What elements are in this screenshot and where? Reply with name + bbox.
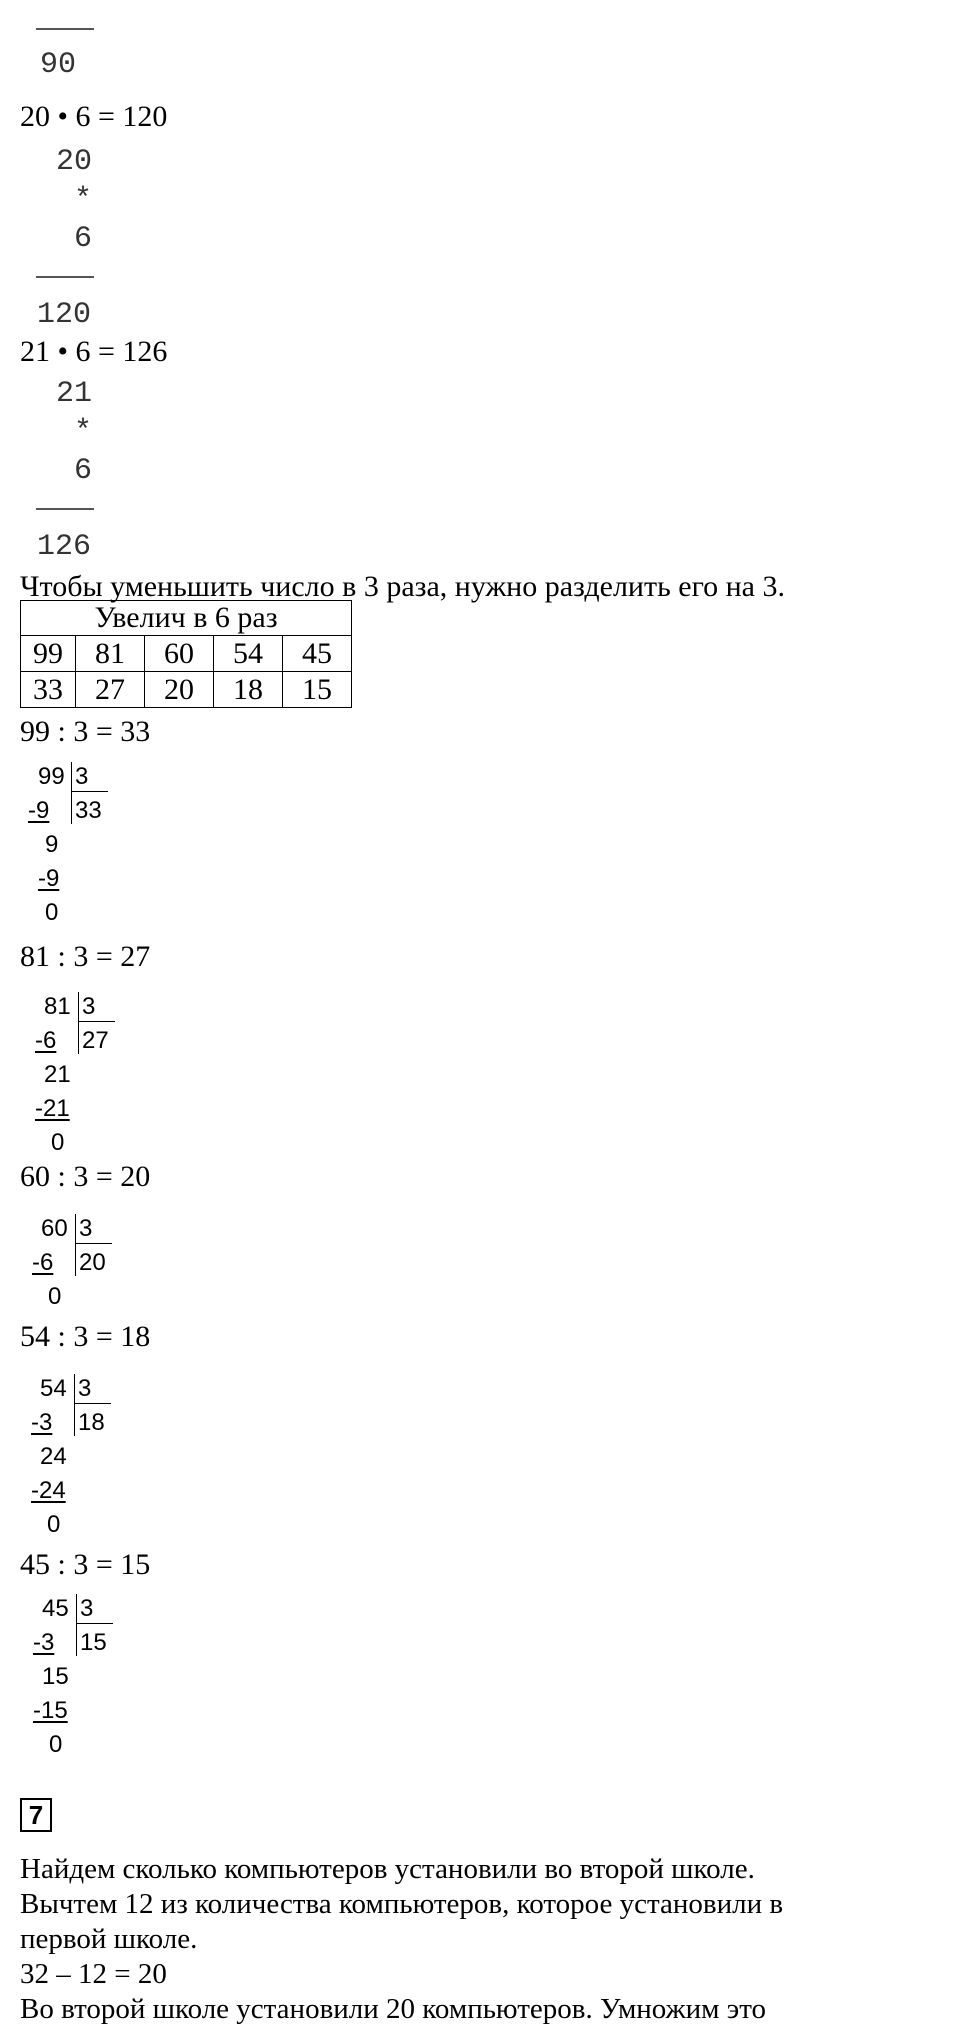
table-header-row	[21, 601, 352, 636]
solution-equation: 32 – 12 = 20	[20, 1958, 167, 1990]
subtrahend: -3	[31, 1409, 53, 1436]
quotient-line	[78, 1021, 115, 1022]
dividend: 54	[40, 1375, 67, 1402]
quotient-line	[75, 1243, 112, 1244]
divisor: 3	[75, 763, 89, 790]
division-bar	[71, 762, 72, 824]
result-line	[36, 28, 94, 30]
divisor: 3	[78, 1375, 92, 1402]
rule-text: Чтобы уменьшить число в 3 раза, нужно разделить его на 3.	[20, 570, 785, 603]
subtrahend: -15	[33, 1697, 68, 1724]
division-equation: 60 : 3 = 20	[20, 1160, 151, 1193]
quotient: 15	[80, 1629, 107, 1656]
equation: 20 • 6 = 120	[20, 100, 168, 133]
factor-a: 20	[56, 145, 93, 179]
subtrahend: -6	[32, 1249, 54, 1276]
quotient-line	[74, 1403, 111, 1404]
table-header: Увелич в 6 раз	[21, 601, 352, 636]
subtrahend: -6	[35, 1027, 57, 1054]
subtrahend: -9	[38, 865, 60, 892]
product-result: 120	[37, 298, 92, 332]
division-equation: 81 : 3 = 27	[20, 940, 151, 973]
table-cell: 33	[21, 672, 76, 708]
remainder: 0	[47, 1511, 61, 1538]
subtrahend: -9	[28, 797, 50, 824]
factor-b: 6	[74, 222, 93, 256]
dividend: 99	[38, 763, 65, 790]
table-cell: 18	[214, 672, 283, 708]
table-cell: 54	[214, 636, 283, 672]
quotient: 20	[79, 1249, 106, 1276]
subtrahend: -21	[35, 1095, 70, 1122]
dividend: 45	[42, 1595, 69, 1622]
division-bar	[76, 1594, 77, 1656]
table-row	[21, 636, 352, 672]
task-number-badge: 7	[20, 1798, 52, 1832]
quotient: 27	[82, 1027, 109, 1054]
remainder: 0	[49, 1731, 63, 1758]
solution-line: Во второй школе установили 20 компьютеров. Умножим это	[20, 1993, 766, 2025]
divisor: 3	[79, 1215, 93, 1242]
quotient-line	[71, 791, 108, 792]
remainder-line: 15	[42, 1663, 69, 1690]
division-equation: 54 : 3 = 18	[20, 1320, 151, 1353]
table-cell: 81	[76, 636, 145, 672]
division-equation: 99 : 3 = 33	[20, 715, 151, 748]
dividend: 60	[41, 1215, 68, 1242]
multiply-sign: *	[74, 415, 93, 449]
quotient: 33	[75, 797, 102, 824]
quotient-line	[76, 1623, 113, 1624]
division-bar	[75, 1214, 76, 1276]
table-cell: 60	[145, 636, 214, 672]
division-bar	[78, 992, 79, 1054]
divisor: 3	[82, 993, 96, 1020]
division-equation: 45 : 3 = 15	[20, 1548, 151, 1581]
divisor: 3	[80, 1595, 94, 1622]
quotient: 18	[78, 1409, 105, 1436]
table-cell: 27	[76, 672, 145, 708]
result-line	[36, 508, 94, 510]
remainder: 0	[51, 1129, 65, 1156]
product-result: 90	[40, 48, 77, 82]
subtrahend: -24	[31, 1477, 66, 1504]
table-cell: 99	[21, 636, 76, 672]
remainder: 0	[48, 1283, 62, 1310]
factor-a: 21	[56, 377, 93, 411]
remainder: 0	[45, 899, 59, 926]
solution-line: первой школе.	[20, 1923, 198, 1955]
table-cell: 20	[145, 672, 214, 708]
division-bar	[74, 1374, 75, 1436]
factor-b: 6	[74, 454, 93, 488]
remainder-line: 21	[44, 1061, 71, 1088]
product-result: 126	[37, 530, 92, 564]
table-row	[21, 672, 352, 708]
remainder-line: 9	[45, 831, 59, 858]
multiply-sign: *	[74, 183, 93, 217]
subtrahend: -3	[33, 1629, 55, 1656]
result-line	[36, 276, 94, 278]
table-cell: 15	[283, 672, 352, 708]
solution-line: Найдем сколько компьютеров установили во второй школе.	[20, 1853, 755, 1885]
solution-line: Вычтем 12 из количества компьютеров, которое установили в	[20, 1888, 784, 1920]
table-cell: 45	[283, 636, 352, 672]
dividend: 81	[44, 993, 71, 1020]
remainder-line: 24	[40, 1443, 67, 1470]
values-table	[20, 600, 352, 708]
equation: 21 • 6 = 126	[20, 335, 168, 368]
